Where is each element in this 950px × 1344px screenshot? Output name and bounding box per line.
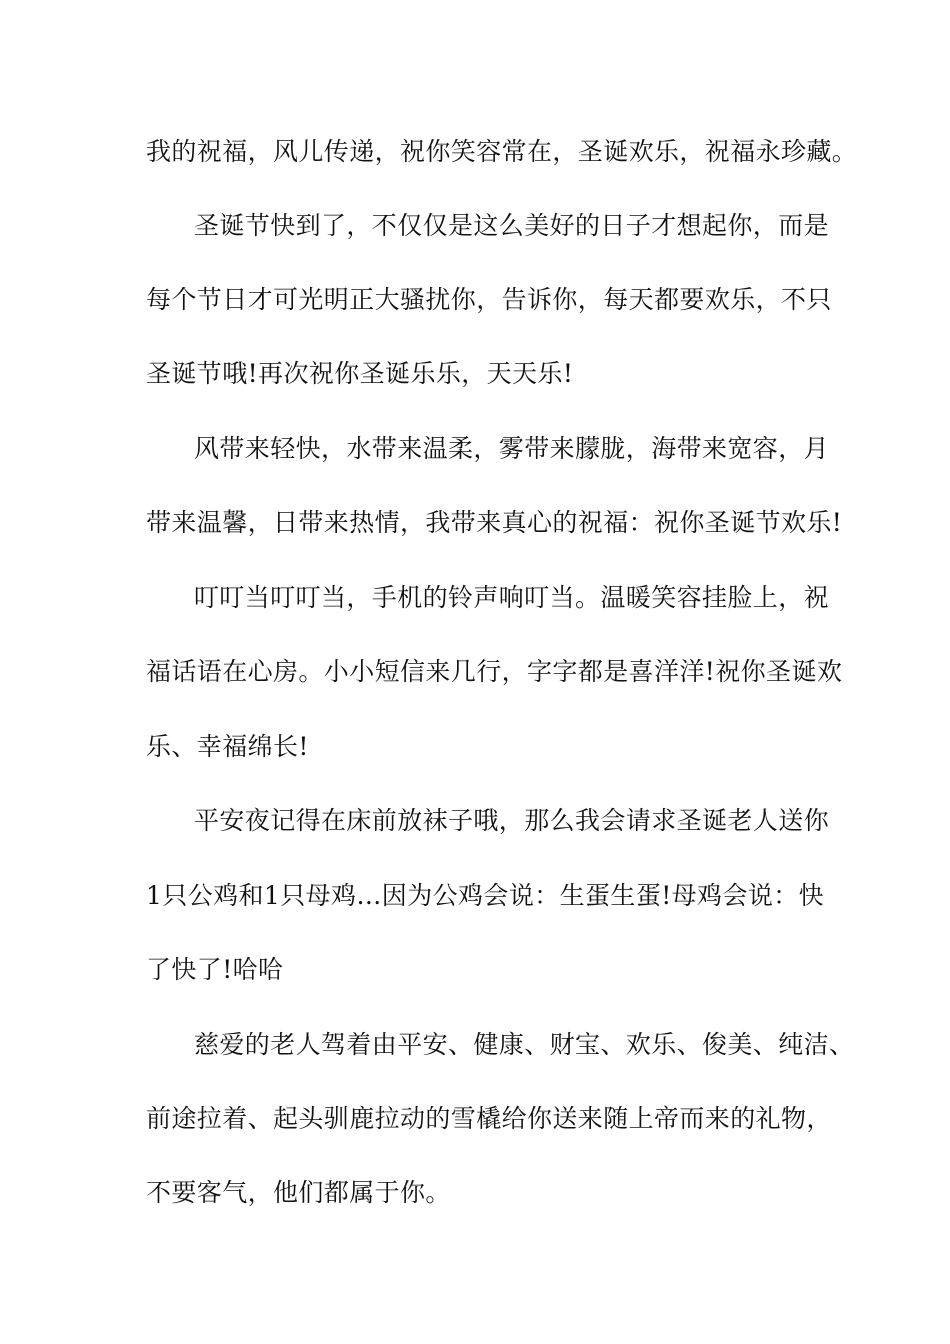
paragraph-5-line-2: 1只公鸡和1只母鸡…因为公鸡会说：生蛋生蛋!母鸡会说：快 — [146, 881, 825, 910]
paragraph-6-line-3: 不要客气，他们都属于你。 — [146, 1178, 451, 1207]
paragraph-3-line-1: 风带来轻快，水带来温柔，雾带来朦胧，海带来宽容，月 — [194, 434, 830, 463]
text-line-1: 我的祝福，风儿传递，祝你笑容常在，圣诞欢乐，祝福永珍藏。 — [146, 137, 858, 166]
paragraph-6-line-2: 前途拉着、起头驯鹿拉动的雪橇给你送来随上帝而来的礼物， — [146, 1104, 832, 1133]
paragraph-2-line-3: 圣诞节哦!再次祝你圣诞乐乐，天天乐! — [146, 359, 574, 388]
paragraph-4-line-1: 叮叮当叮叮当，手机的铃声响叮当。温暖笑容挂脸上，祝 — [194, 583, 830, 612]
paragraph-2-line-1: 圣诞节快到了，不仅仅是这么美好的日子才想起你，而是 — [194, 211, 830, 240]
paragraph-4-line-2: 福话语在心房。小小短信来几行，字字都是喜洋洋!祝你圣诞欢 — [146, 657, 843, 686]
paragraph-6-line-1: 慈爱的老人驾着由平安、健康、财宝、欢乐、俊美、纯洁、 — [194, 1030, 855, 1059]
paragraph-5-line-3: 了快了!哈哈 — [146, 955, 284, 984]
paragraph-2-line-2: 每个节日才可光明正大骚扰你，告诉你，每天都要欢乐，不只 — [146, 285, 832, 314]
paragraph-5-line-1: 平安夜记得在床前放袜子哦，那么我会请求圣诞老人送你 — [194, 806, 830, 835]
paragraph-3-line-2: 带来温馨，日带来热情，我带来真心的祝福：祝你圣诞节欢乐! — [146, 508, 843, 537]
paragraph-4-line-3: 乐、幸福绵长! — [146, 732, 309, 761]
